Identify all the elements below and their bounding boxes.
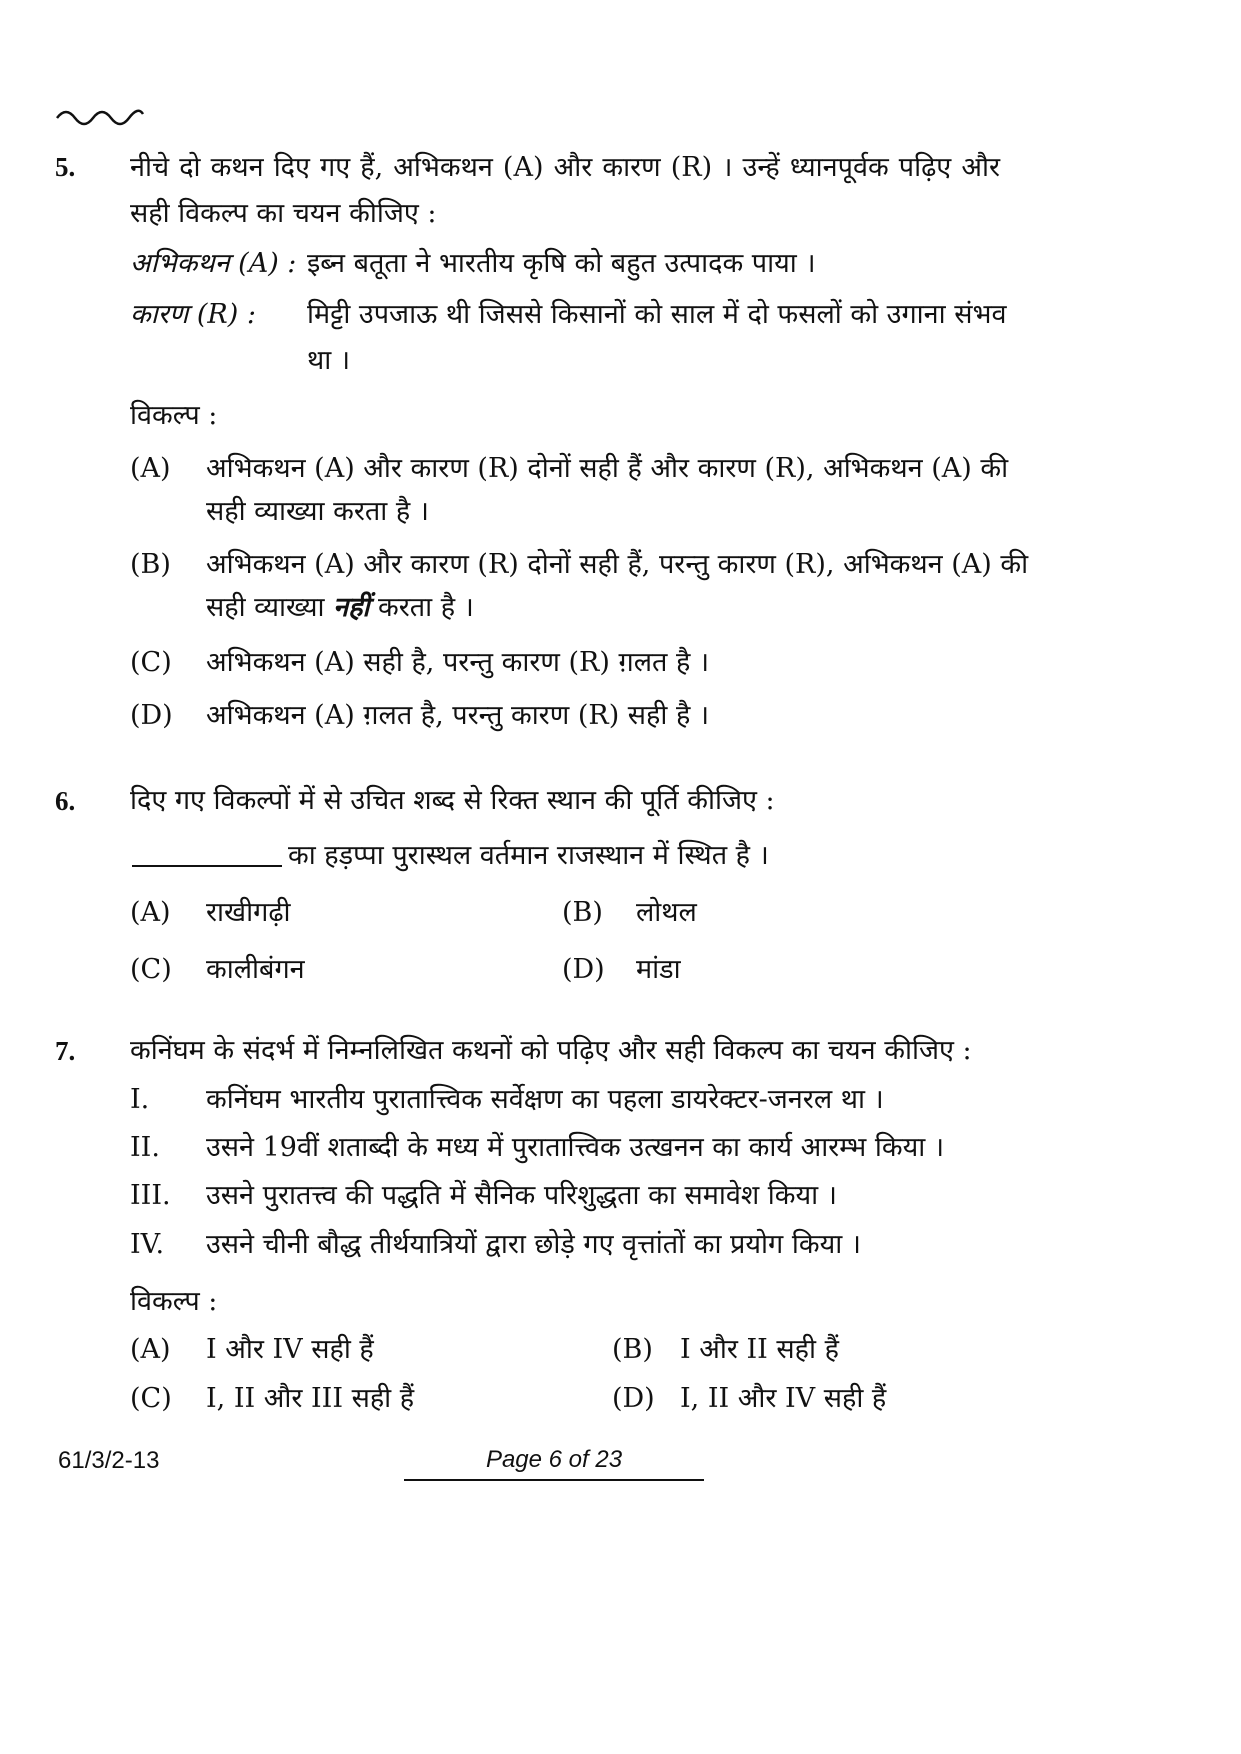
option-b-text: अभिकथन (A) और कारण (R) दोनों सही हैं, परन्तु कारण (R), अभिकथन (A) की [206, 549, 1029, 580]
question-number: 6. [55, 786, 76, 816]
page-number: Page 6 of 23 [485, 1446, 623, 1473]
option-c-label: (C) [130, 1383, 172, 1414]
statement-1-text: कनिंघम भारतीय पुरातात्त्विक सर्वेक्षण का पहला डायरेक्टर-जनरल था । [206, 1084, 884, 1115]
statement-2-text: उसने 19वीं शताब्दी के मध्य में पुरातात्त्विक उत्खनन का कार्य आरम्भ किया । [206, 1132, 945, 1163]
option-c-label: (C) [130, 954, 172, 985]
statement-2-label: II. [130, 1132, 160, 1163]
option-d-label: (D) [130, 700, 173, 731]
option-a-label: (A) [130, 1334, 171, 1365]
question-number: 7. [55, 1036, 76, 1066]
option-c-text: I, II और III सही हैं [206, 1383, 415, 1414]
option-a-text: अभिकथन (A) और कारण (R) दोनों सही हैं और कारण (R), अभिकथन (A) की [206, 453, 1009, 484]
option-b-text-post: करता है । [378, 592, 474, 623]
option-a-text: I और IV सही हैं [206, 1334, 374, 1365]
option-b-label: (B) [562, 897, 603, 928]
question-prompt: दिए गए विकल्पों में से उचित शब्द से रिक्त स्थान की पूर्ति कीजिए : [130, 785, 775, 816]
wave-mark-icon [55, 104, 145, 130]
option-d-label: (D) [562, 954, 605, 985]
statement-3-label: III. [130, 1180, 171, 1211]
assertion-text: इब्न बतूता ने भारतीय कृषि को बहुत उत्पादक पाया । [307, 248, 816, 279]
option-d-text: I, II और IV सही हैं [680, 1383, 887, 1414]
option-c-text: अभिकथन (A) सही है, परन्तु कारण (R) ग़लत है । [206, 647, 710, 678]
reason-text: मिट्टी उपजाऊ थी जिससे किसानों को साल में दो फसलों को उगाना संभव [307, 299, 1007, 330]
option-c-label: (C) [130, 647, 172, 678]
option-b-emphasis: नहीं [333, 592, 370, 623]
option-d-label: (D) [612, 1383, 655, 1414]
option-c-text: कालीबंगन [206, 954, 305, 985]
option-d-text: मांडा [636, 954, 681, 985]
question-prompt-cont: सही विकल्प का चयन कीजिए : [130, 198, 437, 229]
option-a-text-cont: सही व्याख्या करता है । [206, 496, 429, 527]
question-prompt: नीचे दो कथन दिए गए हैं, अभिकथन (A) और कारण (R) । उन्हें ध्यानपूर्वक पढ़िए और [130, 152, 1000, 183]
blank-sentence: का हड़प्पा पुरास्थल वर्तमान राजस्थान में स्थित है । [288, 840, 769, 871]
option-b-label: (B) [130, 549, 171, 580]
option-b-text-pre: सही व्याख्या [206, 592, 325, 623]
options-label: विकल्प : [130, 400, 218, 431]
assertion-label: अभिकथन (A) : [130, 248, 297, 279]
statement-4-label: IV. [130, 1229, 165, 1260]
option-a-label: (A) [130, 897, 171, 928]
question-prompt: कनिंघम के संदर्भ में निम्नलिखित कथनों को पढ़िए और सही विकल्प का चयन कीजिए : [130, 1035, 972, 1066]
option-a-label: (A) [130, 453, 171, 484]
option-a-text: राखीगढ़ी [206, 897, 291, 928]
reason-text-cont: था । [307, 345, 351, 376]
reason-label: कारण (R) : [130, 299, 256, 330]
statement-4-text: उसने चीनी बौद्ध तीर्थयात्रियों द्वारा छोड़े गए वृत्तांतों का प्रयोग किया । [206, 1229, 862, 1260]
option-b-text: I और II सही हैं [680, 1334, 839, 1365]
option-d-text: अभिकथन (A) ग़लत है, परन्तु कारण (R) सही है । [206, 700, 710, 731]
statement-1-label: I. [130, 1084, 150, 1115]
footer-rule [404, 1479, 704, 1481]
option-b-label: (B) [612, 1334, 653, 1365]
paper-code: 61/3/2-13 [58, 1447, 160, 1474]
option-b-text: लोथल [636, 897, 697, 928]
question-number: 5. [55, 152, 76, 182]
option-b-text-cont [206, 590, 474, 626]
statement-3-text: उसने पुरातत्त्व की पद्धति में सैनिक परिशुद्धता का समावेश किया । [206, 1180, 837, 1211]
options-label: विकल्प : [130, 1286, 218, 1317]
blank-line [132, 865, 282, 867]
